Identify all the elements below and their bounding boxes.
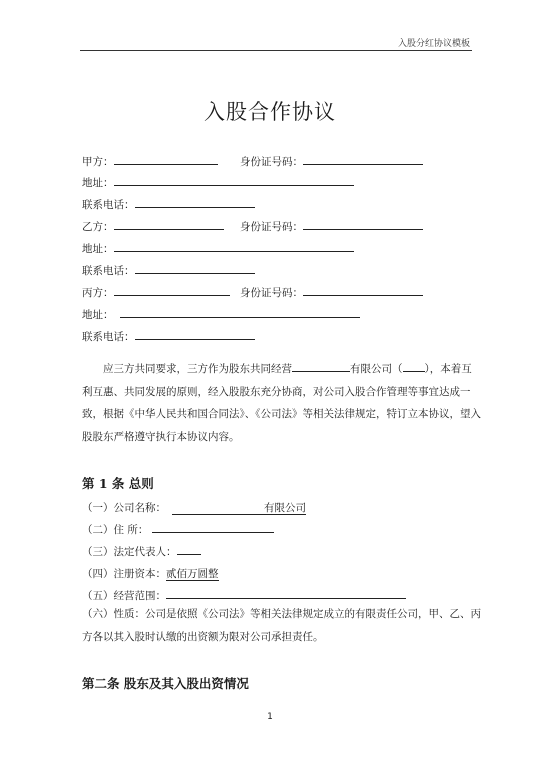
company-name-suffix: 有限公司 <box>264 502 306 514</box>
capital-row <box>82 567 219 581</box>
party-a-name-field[interactable] <box>114 164 218 165</box>
party-a-phone-field[interactable] <box>135 207 255 208</box>
party-c-address-label: 地址： <box>82 309 114 321</box>
header-rule <box>80 50 472 51</box>
party-b-name-field[interactable] <box>114 229 224 230</box>
page-header-text: 入股分红协议模板 <box>397 39 470 49</box>
intro-paragraph <box>82 358 482 448</box>
party-b-id-field[interactable] <box>303 229 423 230</box>
party-a-id-field[interactable] <box>303 164 423 165</box>
document-title: 入股合作协议 <box>204 100 336 124</box>
address-row <box>82 523 274 537</box>
party-c-phone-row <box>82 330 255 344</box>
party-a-address-row <box>82 176 354 190</box>
party-a-phone-label: 联系电话： <box>82 199 135 211</box>
party-b-label: 乙方： <box>82 221 114 233</box>
address-label: （二）住 所： <box>82 524 149 536</box>
business-scope-label: （五）经营范围： <box>82 590 166 602</box>
party-b-row <box>82 220 224 234</box>
party-a-id-label: 身份证号码： <box>240 156 303 168</box>
section-1-heading: 第 1 条 总则 <box>82 476 154 491</box>
party-b-id-label: 身份证号码： <box>240 221 303 233</box>
party-a-phone-row <box>82 198 255 212</box>
party-c-name-field[interactable] <box>114 295 230 296</box>
party-c-phone-label: 联系电话： <box>82 331 135 343</box>
intro-company-suffix: 有限公司（ <box>350 363 403 375</box>
party-a-label: 甲方： <box>82 156 114 168</box>
company-abbrev-field[interactable] <box>403 371 425 372</box>
party-c-label: 丙方： <box>82 287 114 299</box>
party-c-address-field[interactable] <box>120 317 360 318</box>
intro-text-1: 应三方共同要求，三方作为股东共同经营 <box>103 363 292 375</box>
business-scope-row <box>82 589 406 603</box>
company-name-line <box>172 502 306 515</box>
section-2-heading: 第二条 股东及其入股出资情况 <box>82 676 249 691</box>
party-c-address-row <box>82 308 360 322</box>
party-b-id-row <box>240 220 423 234</box>
company-name-field[interactable] <box>292 371 350 372</box>
party-c-row <box>82 286 230 300</box>
business-scope-field[interactable] <box>166 598 406 599</box>
intro-paren-close: ） <box>424 363 430 375</box>
party-a-row <box>82 155 218 169</box>
address-field[interactable] <box>152 532 274 533</box>
party-a-address-field[interactable] <box>114 185 354 186</box>
capital-label: （四）注册资本： <box>82 568 166 580</box>
party-c-id-label: 身份证号码： <box>240 287 303 299</box>
legal-rep-field[interactable] <box>177 554 201 555</box>
party-b-phone-row <box>82 264 255 278</box>
nature-paragraph: （六）性质：公司是依照《公司法》等相关法律规定成立的有限责任公司，甲、乙、丙方各以其入股时认缴的出资额为限对公司承担责任。 <box>82 608 481 643</box>
party-b-address-row <box>82 242 354 256</box>
party-c-id-field[interactable] <box>303 295 423 296</box>
page-number: 1 <box>267 712 273 722</box>
intro-text-2: ，本着互利互惠、共同发展的原则，经入股股东充分协商，对公司入股合作管理等事宜达成一致，根据《中华人民共和国合同法》、《公司法》等相关法律规定，特订立本协议，望入股股东严格遵守执行本协议内容。 <box>82 363 481 443</box>
party-c-id-row <box>240 286 423 300</box>
party-b-address-label: 地址： <box>82 243 114 255</box>
party-a-id-row <box>240 155 423 169</box>
legal-rep-row <box>82 545 201 559</box>
party-c-phone-field[interactable] <box>135 339 255 340</box>
company-name-label: （一）公司名称： <box>82 502 166 514</box>
company-name-row <box>82 501 306 515</box>
party-a-address-label: 地址： <box>82 177 114 189</box>
legal-rep-label: （三）法定代表人： <box>82 546 177 558</box>
party-b-phone-field[interactable] <box>135 273 255 274</box>
capital-value: 贰佰万圆整 <box>166 568 219 580</box>
party-b-address-field[interactable] <box>114 251 354 252</box>
party-b-phone-label: 联系电话： <box>82 265 135 277</box>
